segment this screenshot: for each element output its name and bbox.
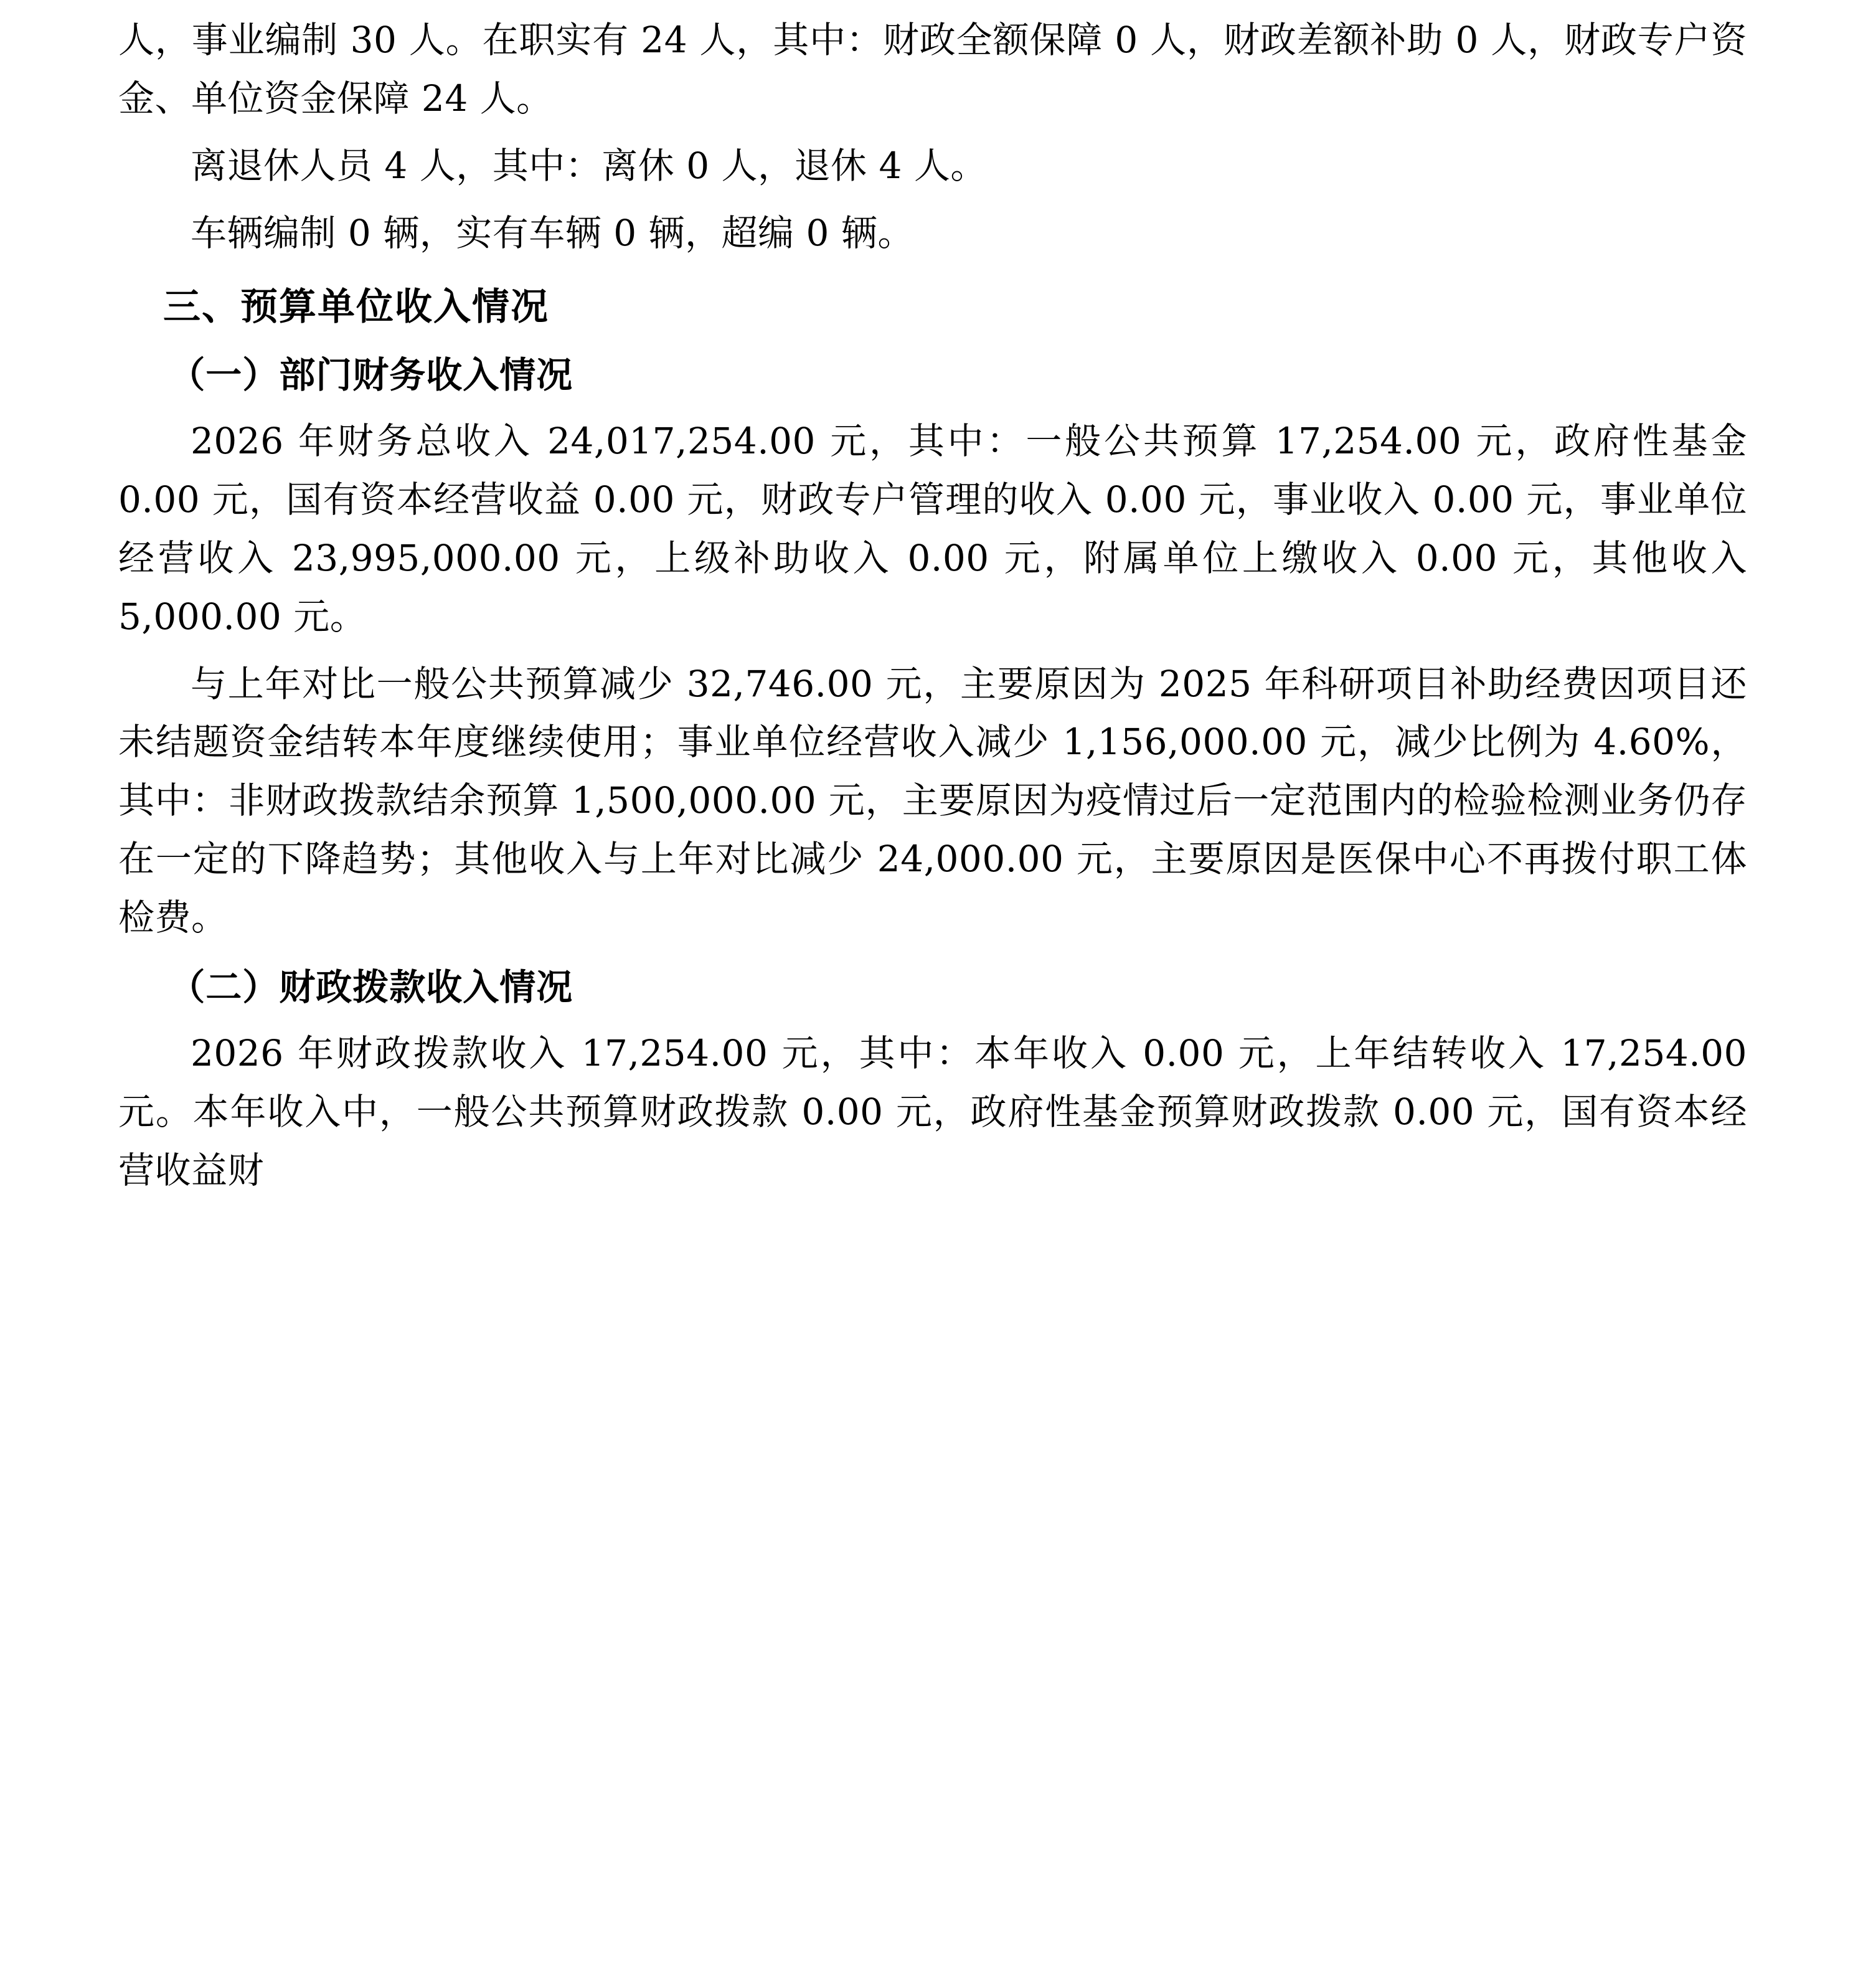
- subsection-heading-department-financial-revenue: （一）部门财务收入情况: [169, 353, 573, 396]
- paragraph-staffing-continued: 人，事业编制 30 人。在职实有 24 人，其中：财政全额保障 0 人，财政差额补助 0 人，财政专户资金、单位资金保障 24 人。: [118, 19, 1747, 120]
- document-body: [118, 11, 1747, 1200]
- paragraph-vehicles: 车辆编制 0 辆，实有车辆 0 辆，超编 0 辆。: [191, 211, 914, 254]
- paragraph-total-revenue: 2026 年财务总收入 24,017,254.00 元，其中：一般公共预算 17,254.00 元，政府性基金 0.00 元，国有资本经营收益 0.00 元，财政专户管理的收入 0.00 元，事业收入 0.00 元，事业单位经营收入 23,995,000.00 元，上级补助收入 0.00 元，附属单位上缴收入 0.00 元，其他收入 5,000.00 元。: [118, 419, 1747, 638]
- subsection-heading-fiscal-appropriation-revenue: （二）财政拨款收入情况: [169, 966, 573, 1009]
- section-heading-revenue: 三、预算单位收入情况: [163, 285, 549, 329]
- paragraph-fiscal-appropriation-revenue: 2026 年财政拨款收入 17,254.00 元，其中：本年收入 0.00 元，上年结转收入 17,254.00 元。本年收入中，一般公共预算财政拨款 0.00 元，政府性基金预算财政拨款 0.00 元，国有资本经营收益财: [118, 1032, 1747, 1192]
- paragraph-year-over-year-comparison: 与上年对比一般公共预算减少 32,746.00 元，主要原因为 2025 年科研项目补助经费因项目还未结题资金结转本年度继续使用；事业单位经营收入减少 1,156,000.00 元，减少比例为 4.60%，其中：非财政拨款结余预算 1,500,000.00 元，主要原因为疫情过后一定范围内的检验检测业务仍存在一定的下降趋势；其他收入与上年对比减少 24,000.00 元，主要原因是医保中心不再拨付职工体检费。: [118, 662, 1747, 939]
- paragraph-retired-personnel: 离退休人员 4 人，其中：离休 0 人，退休 4 人。: [191, 144, 987, 187]
